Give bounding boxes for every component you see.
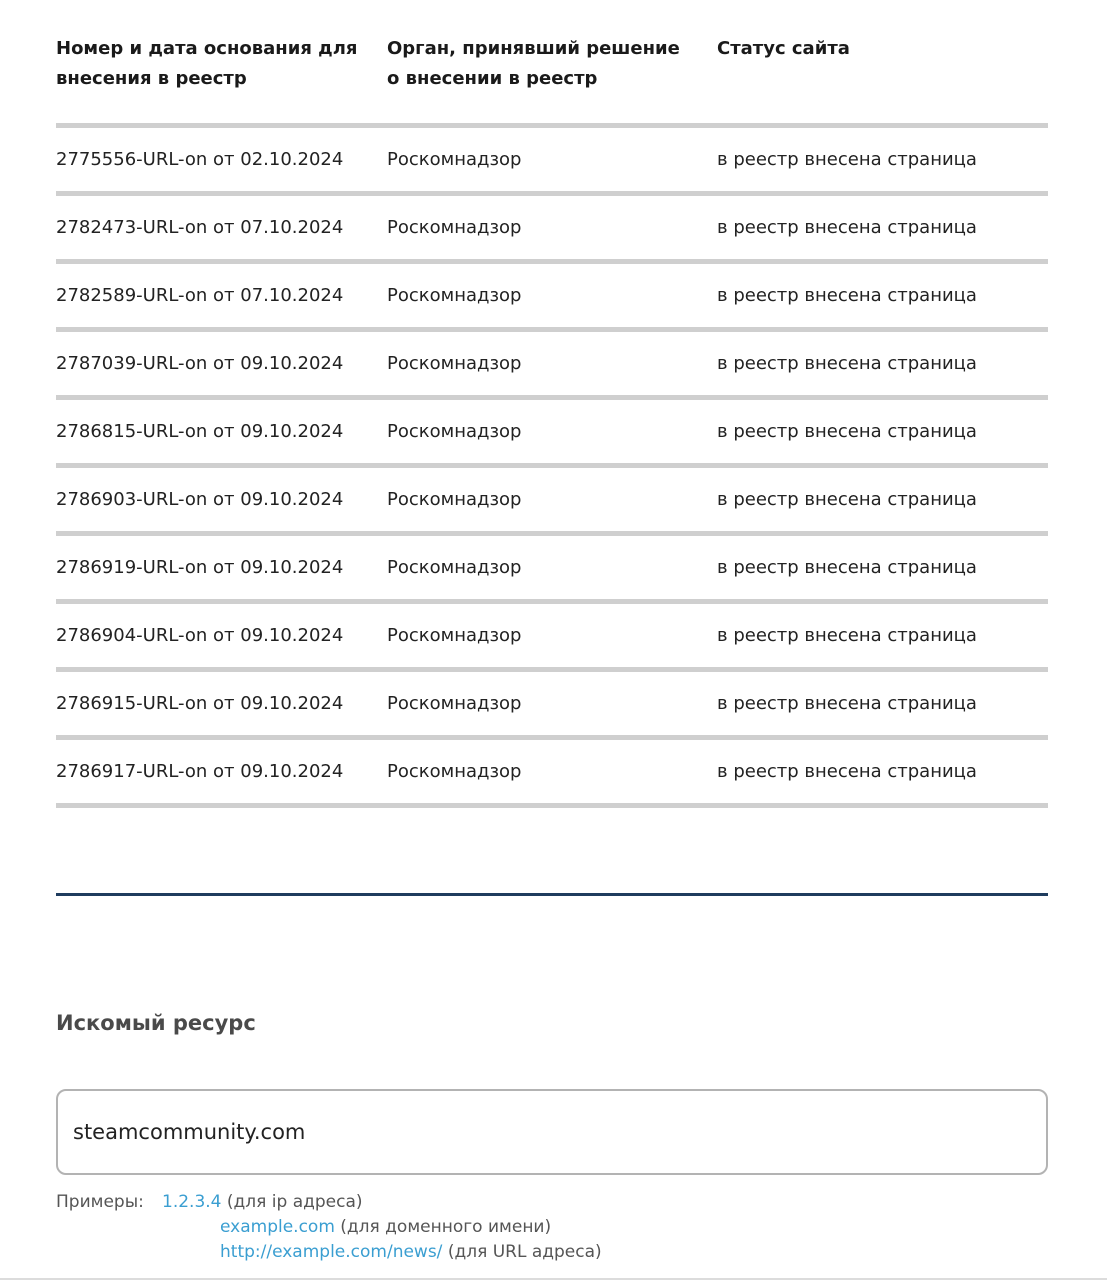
cell-status: в реестр внесена страница [717,194,1048,262]
column-header-authority: Орган, принявший решение о внесении в реестр [387,0,717,126]
table-row [56,466,1048,534]
cell-basis: 2786903-URL-on от 09.10.2024 [56,466,387,534]
cell-basis: 2775556-URL-on от 02.10.2024 [56,126,387,194]
registry-page [56,0,1048,1262]
table-row [56,126,1048,194]
cell-authority: Роскомнадзор [387,602,717,670]
column-header-status: Статус сайта [717,0,1048,126]
table-row [56,194,1048,262]
cell-status: в реестр внесена страница [717,534,1048,602]
column-header-basis: Номер и дата основания для внесения в реестр [56,0,387,126]
cell-authority: Роскомнадзор [387,262,717,330]
table-row [56,602,1048,670]
cell-status: в реестр внесена страница [717,670,1048,738]
cell-basis: 2782473-URL-on от 07.10.2024 [56,194,387,262]
table-row [56,330,1048,398]
example-url-note: (для URL адреса) [447,1242,602,1262]
cell-basis: 2786904-URL-on от 09.10.2024 [56,602,387,670]
section-divider [56,893,1048,896]
example-ip-note: (для ip адреса) [226,1192,363,1212]
example-ip-link[interactable]: 1.2.3.4 [162,1192,222,1212]
cell-status: в реестр внесена страница [717,466,1048,534]
cell-status: в реестр внесена страница [717,262,1048,330]
table-header-row [56,0,1048,126]
examples-label: Примеры: [56,1192,144,1212]
cell-authority: Роскомнадзор [387,398,717,466]
cell-authority: Роскомнадзор [387,194,717,262]
registry-table [56,0,1048,808]
cell-authority: Роскомнадзор [387,126,717,194]
cell-basis: 2786919-URL-on от 09.10.2024 [56,534,387,602]
example-domain-note: (для доменного имени) [340,1217,552,1237]
cell-basis: 2782589-URL-on от 07.10.2024 [56,262,387,330]
search-input[interactable] [56,1089,1048,1175]
cell-status: в реестр внесена страница [717,330,1048,398]
cell-status: в реестр внесена страница [717,602,1048,670]
example-url-link[interactable]: http://example.com/news/ [220,1242,443,1262]
table-row [56,670,1048,738]
cell-authority: Роскомнадзор [387,670,717,738]
cell-status: в реестр внесена страница [717,738,1048,806]
cell-basis: 2786915-URL-on от 09.10.2024 [56,670,387,738]
example-domain-link[interactable]: example.com [220,1217,335,1237]
cell-authority: Роскомнадзор [387,330,717,398]
cell-basis: 2787039-URL-on от 09.10.2024 [56,330,387,398]
table-row [56,738,1048,806]
cell-authority: Роскомнадзор [387,534,717,602]
cell-status: в реестр внесена страница [717,126,1048,194]
search-examples [56,1190,602,1265]
cell-authority: Роскомнадзор [387,466,717,534]
search-title: Искомый ресурс [56,1011,256,1035]
cell-basis: 2786815-URL-on от 09.10.2024 [56,398,387,466]
cell-status: в реестр внесена страница [717,398,1048,466]
table-row [56,262,1048,330]
table-row [56,534,1048,602]
cell-authority: Роскомнадзор [387,738,717,806]
table-row [56,398,1048,466]
cell-basis: 2786917-URL-on от 09.10.2024 [56,738,387,806]
